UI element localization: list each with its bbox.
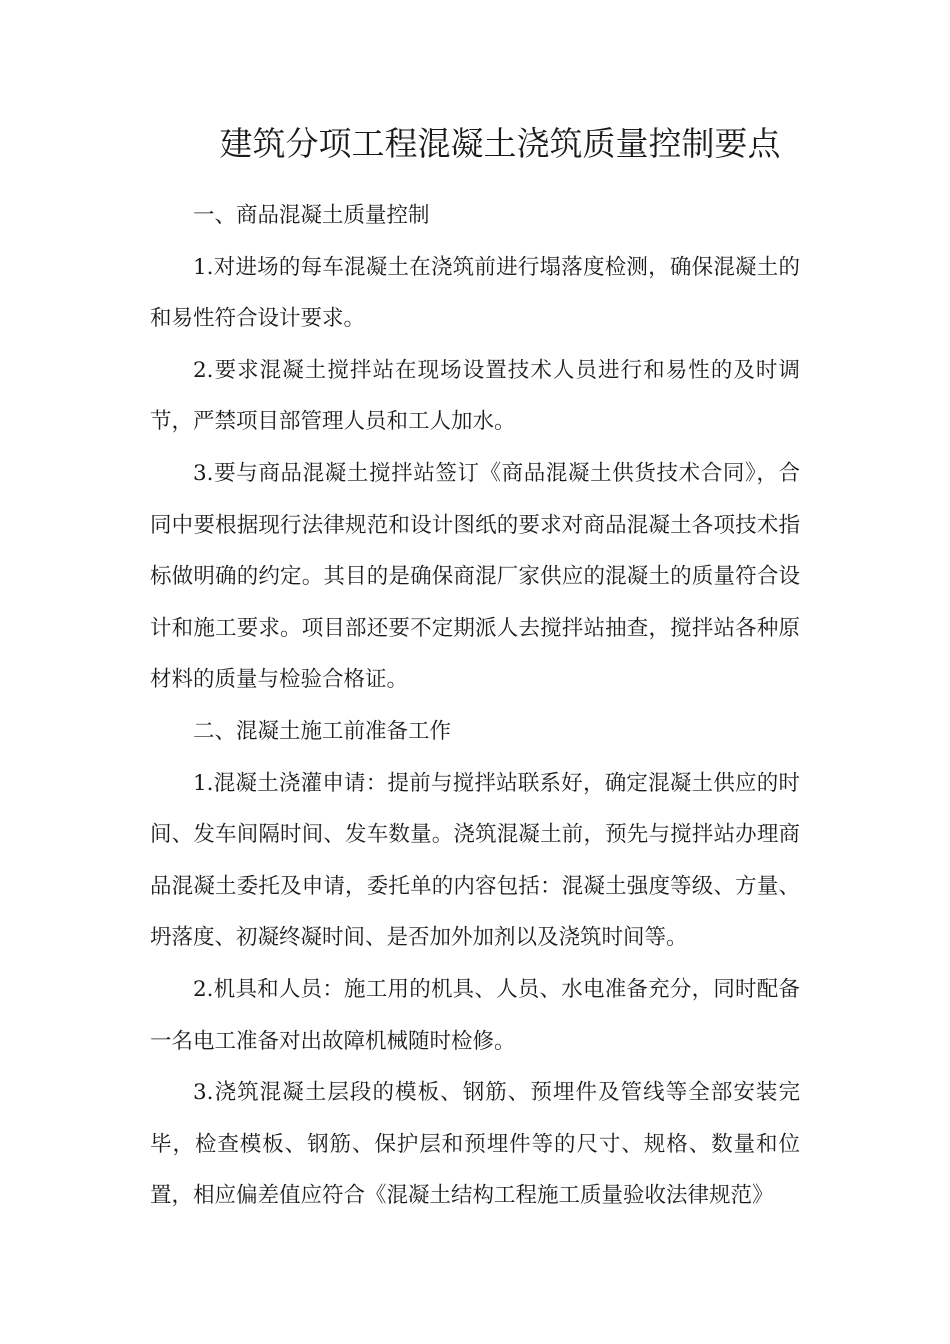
section-heading-1: 一、商品混凝土质量控制 <box>193 203 430 228</box>
paragraph-1-1: 1.对进场的每车混凝土在浇筑前进行塌落度检测，确保混凝土的和易性符合设计要求。 <box>150 254 800 332</box>
paragraph-1-2: 2.要求混凝土搅拌站在现场设置技术人员进行和易性的及时调节，严禁项目部管理人员和工人加水。 <box>150 357 800 435</box>
paragraph-1-3: 3.要与商品混凝土搅拌站签订《商品混凝土供货技术合同》，合同中要根据现行法律规范和设计图纸的要求对商品混凝土各项技术指标做明确的约定。其目的是确保商混厂家供应的混凝土的质量符合设计和施工要求。项目部还要不定期派人去搅拌站抽查，搅拌站各种原材料的质量与检验合格证。 <box>150 460 800 693</box>
document-title: 建筑分项工程混凝土浇筑质量控制要点 <box>219 124 781 163</box>
section-heading-2: 二、混凝土施工前准备工作 <box>193 718 452 744</box>
paragraph-2-2: 2.机具和人员：施工用的机具、人员、水电准备充分，同时配备一名电工准备对出故障机械随时检修。 <box>150 976 800 1054</box>
paragraph-2-1: 1.混凝土浇灌申请：提前与搅拌站联系好，确定混凝土供应的时间、发车间隔时间、发车数量。浇筑混凝土前，预先与搅拌站办理商品混凝土委托及申请，委托单的内容包括：混凝土强度等级、方量、坍落度、初凝终凝时间、是否加外加剂以及浇筑时间等。 <box>150 770 800 951</box>
document-body <box>150 190 800 1222</box>
paragraph-2-3: 3.浇筑混凝土层段的模板、钢筋、预埋件及管线等全部安装完毕，检查模板、钢筋、保护层和预埋件等的尺寸、规格、数量和位置，相应偏差值应符合《混凝土结构工程施工质量验收法律规范》 <box>150 1080 800 1209</box>
